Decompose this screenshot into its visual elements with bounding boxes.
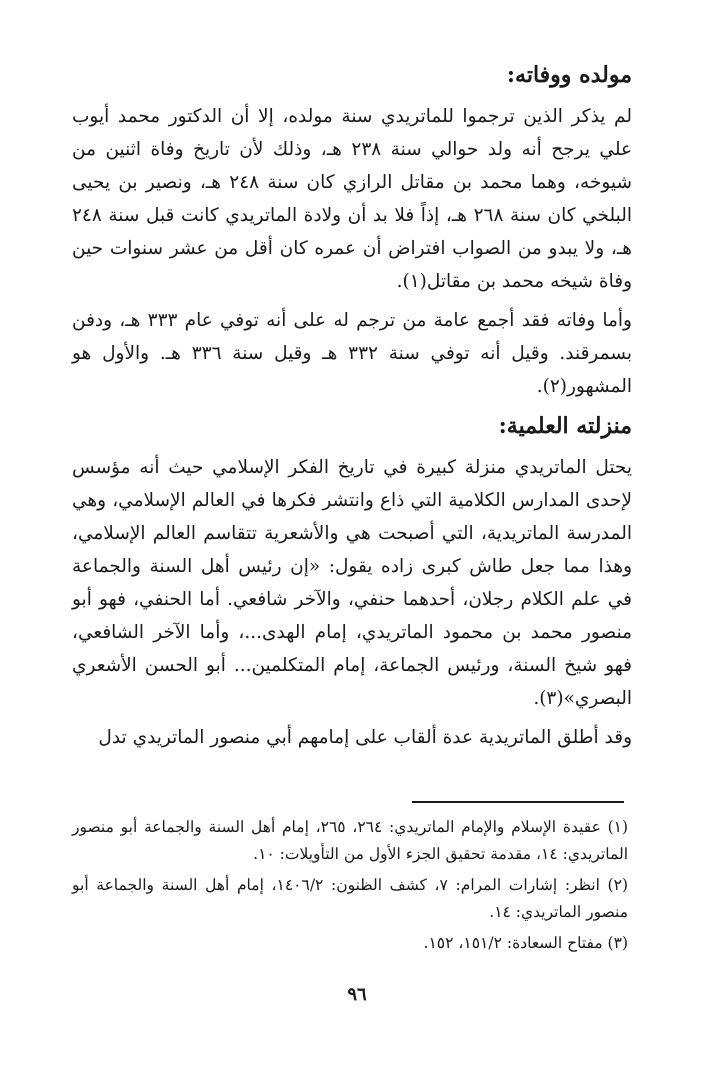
section-heading-scholarly-status: منزلته العلمية: (498, 413, 632, 439)
footnote-1: (١) عقيدة الإسلام والإمام الماتريدي: ٢٦٤، ٢٦٥، إمام أهل السنة والجماعة أبو منصور الماتريدي: ١٤، مقدمة تحقيق الجزء الأول من التأويلات: ١٠. (72, 818, 629, 863)
footnote-divider (412, 801, 624, 803)
paragraph-death: وأما وفاته فقد أجمع عامة من ترجم له على أنه توفي عام ٣٣٣ هـ، ودفن بسمرقند. وقيل أنه توفي سنة ٣٣٢ هـ وقيل سنة ٣٣٦ هـ. والأول هو المشهور(٢). (72, 310, 632, 397)
paragraph-status: يحتل الماتريدي منزلة كبيرة في تاريخ الفكر الإسلامي حيث أنه مؤسس لإحدى المدارس الكلامية التي ذاع وانتشر فكرها في العالم الإسلامي، وهي المدرسة الماتريدية، التي أصبحت هي والأشعرية تتقاسم العالم الإسلامي، وهذا مما جعل طاش كبرى زاده يقول: «إن رئيس أهل السنة والجماعة في علم الكلام رجلان، أحدهما حنفي، والآخر شافعي. أما الحنفي، فهو أبو منصور محمد بن محمود الماتريدي، إمام الهدى...، وأما الآخر الشافعي، فهو شيخ السنة، ورئيس الجماعة، إمام المتكلمين... أبو الحسن الأشعري البصري»(٣). (72, 457, 632, 709)
page-number: ٩٦ (347, 984, 367, 1005)
footnotes (72, 814, 628, 961)
footnote-3: (٣) مفتاح السعادة: ١٥١/٢، ١٥٢. (423, 934, 628, 952)
paragraph-titles: وقد أطلق الماتريدية عدة ألقاب على إمامهم أبي منصور الماتريدي تدل (98, 727, 632, 748)
section-heading-birth-death: مولده ووفاته: (506, 62, 632, 88)
paragraph-birth: لم يذكر الذين ترجموا للماتريدي سنة مولده، إلا أن الدكتور محمد أيوب علي يرجح أنه ولد حوالي سنة ٢٣٨ هـ، وذلك لأن تاريخ وفاة اثنين من شيوخه، وهما محمد بن مقاتل الرازي كان سنة ٢٤٨ هـ، ونصير بن يحيى البلخي كان سنة ٢٦٨ هـ، إذاً فلا بد أن ولادة الماتريدي كانت قبل سنة ٢٤٨ هـ، ولا يبدو من الصواب افتراض أن عمره كان أقل من عشر سنوات حين وفاة شيخه محمد بن مقاتل(١). (72, 106, 633, 292)
footnote-2: (٢) انظر: إشارات المرام: ٧، كشف الظنون: ١٤٠٦/٢، إمام أهل السنة والجماعة أبو منصور الماتريدي: ١٤. (72, 876, 628, 921)
page-body (72, 58, 632, 760)
